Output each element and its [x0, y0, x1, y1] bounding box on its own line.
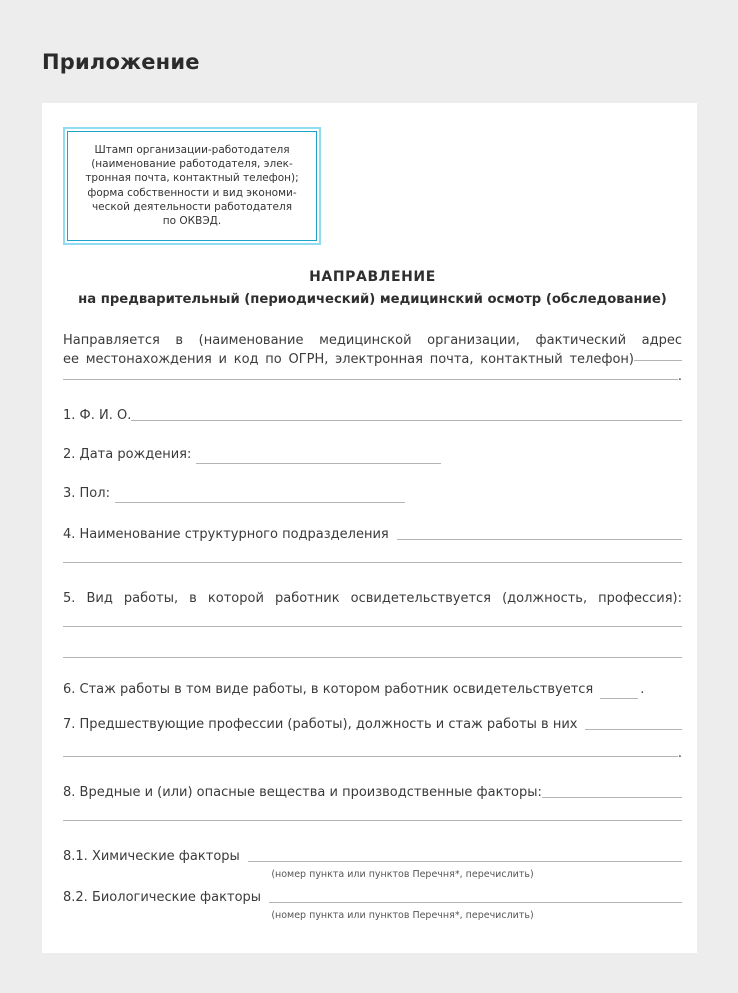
field-dot-experience: .: [640, 682, 645, 698]
stamp-line: (наименование работодателя, элек-: [91, 158, 293, 171]
field-label-biological: 8.2. Биологические факторы: [63, 890, 262, 906]
field-label-previous-jobs: 7. Предшествующие профессии (работы), должность и стаж работы в них: [63, 717, 578, 733]
field-input-gender[interactable]: [115, 502, 405, 503]
intro-trailing-dot: .: [677, 369, 682, 385]
document-body: [63, 127, 682, 921]
field-input-birthdate[interactable]: [196, 463, 441, 464]
field-row-biological: [63, 888, 682, 907]
intro-line-1: Направляется в (наименование медицинской организации, фактический адрес: [63, 333, 682, 349]
stamp-line: форма собственности и вид экономи-: [87, 186, 297, 199]
employer-stamp-box-inner: [67, 131, 317, 241]
field-row-department: [63, 525, 682, 544]
intro-rule-row: [63, 369, 682, 384]
intro-line-2-text: ее местонахождения и код по ОГРН, электронная почта, контактный телефон): [63, 352, 634, 368]
intro-line-2: [63, 350, 682, 369]
intro-inline-rule[interactable]: [634, 360, 682, 361]
field-label-gender: 3. Пол:: [63, 486, 110, 502]
field-row-chemical: [63, 847, 682, 866]
field-label-chemical: 8.1. Химические факторы: [63, 849, 240, 865]
field-row-birthdate: [63, 445, 682, 464]
document-subtitle: на предварительный (периодический) медицинский осмотр (обследование): [78, 292, 667, 308]
field-input-previous-jobs-line2[interactable]: [63, 756, 678, 757]
field-input-experience[interactable]: [600, 698, 638, 699]
stamp-line: Штамп организации-работодателя: [94, 144, 290, 156]
intro-blank-rule[interactable]: [63, 379, 678, 380]
document-title: НАПРАВЛЕНИЕ: [309, 269, 436, 286]
field-label-hazards: 8. Вредные и (или) опасные вещества и производственные факторы:: [63, 785, 542, 801]
field-label-experience: 6. Стаж работы в том виде работы, в котором работник освидетельствуется: [63, 682, 594, 698]
intro-paragraph: [63, 331, 682, 369]
field-row-gender: [63, 484, 682, 503]
employer-stamp-box: [63, 127, 321, 245]
stamp-line: ческой деятельности работодателя: [91, 200, 293, 213]
field-input-previous-jobs[interactable]: [585, 729, 683, 730]
document-sheet: [42, 103, 697, 953]
field-input-hazards[interactable]: [542, 797, 682, 798]
field-label-birthdate: 2. Дата рождения:: [63, 447, 192, 463]
stamp-line: тронная почта, контактный телефон);: [85, 172, 299, 185]
field-caption-biological: (номер пункта или пунктов Перечня*, перечислить): [271, 910, 534, 922]
field-input-fio[interactable]: [131, 420, 682, 421]
field-input-biological[interactable]: [269, 902, 682, 903]
page-title: Приложение: [42, 50, 200, 74]
field-input-department[interactable]: [397, 539, 682, 540]
field-row-hazards: [63, 783, 682, 802]
field-row-fio: [63, 406, 682, 425]
field-row-previous-jobs: [63, 715, 682, 734]
field-row-previous-jobs-line2: [63, 746, 682, 761]
field-caption-chemical: (номер пункта или пунктов Перечня*, перечислить): [271, 869, 534, 881]
field-label-fio: 1. Ф. И. О.: [63, 408, 132, 424]
field-label-department: 4. Наименование структурного подразделения: [63, 527, 389, 543]
field-label-worktype: 5. Вид работы, в которой работник освидетельствуется (должность, профессия):: [63, 591, 682, 607]
field-input-chemical[interactable]: [248, 861, 682, 862]
field-row-experience: [63, 680, 682, 699]
field-dot-previous-jobs: .: [677, 746, 682, 762]
stamp-line: по ОКВЭД.: [162, 215, 222, 228]
